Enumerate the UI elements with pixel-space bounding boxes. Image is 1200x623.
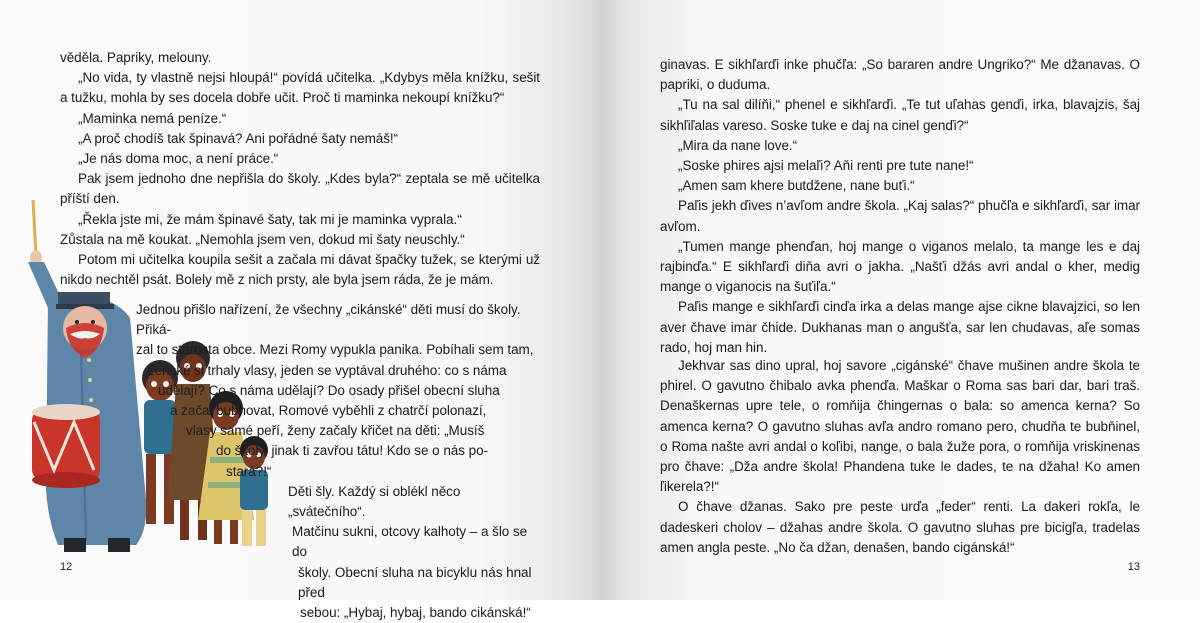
drumstick-icon [33, 200, 36, 255]
paragraph: Zůstala na mě koukat. „Nemohla jsem ven, dokud mi šaty neuschly.“ [60, 231, 465, 247]
paragraph: „Řekla jste mi, že mám špinavé šaty, tak mi je maminka vyprala.“ [78, 211, 462, 227]
text-line: Jednou přišlo nařízení, že všechny „cikánské“ děti musí do školy. Přiká- [136, 302, 521, 338]
right-page [600, 0, 1200, 600]
paragraph: „Tumen mange phenďan, hoj mange o viganos melalo, ta mange les e daj rajbinďa.“ E sikhľarďi diňa avri o jakha. „Našťi džás avri andal o kher, medig mange o viganocis na šuťiľa.“ [660, 238, 1140, 295]
paragraph: „Je nás doma moc, a není práce.“ [78, 151, 279, 167]
text-line: sebou: „Hybaj, hybaj, bando cikánská!“ [300, 605, 531, 621]
paragraph: „No vida, ty vlastně nejsi hloupá!“ povídá učitelka. „Kdybys měla knížku, sešit a tužku, mohla by ses docela dobře učit. Proč ti maminka nekoupí knížku?“ [60, 70, 540, 106]
paragraph: „Tu na sal dilíňi,“ phenel e sikhľarďi. „Te tut uľahas genďi, irka, blavajzis, šaj sikhľiľalas vareso. Soske tuke e daj na cinel genďi?“ [660, 97, 1140, 133]
page-number-right: 13 [1127, 561, 1140, 573]
text-line: Matčinu sukni, otcovy kalhoty – a šlo se do [292, 524, 528, 560]
paragraph: Potom mi učitelka koupila sešit a začala mi dávat špačky tužek, se kterými už nikdo nechtěl psát. Bolely mě z nich prsty, ale byla jsem ráda, že je mám. [60, 252, 540, 288]
text-line: ženské si trhaly vlasy, jeden se vyptával druhého: co s náma [148, 362, 507, 378]
paragraph: „Soske phires ajsi melaľi? Aňi renti pre tute nane!“ [678, 158, 974, 174]
paragraph: „A proč chodíš tak špinavá? Ani pořádné šaty nemáš!“ [78, 130, 399, 146]
right-top-text [660, 55, 1140, 358]
paragraph: věděla. Papriky, melouny. [60, 50, 212, 65]
text-line: do školy, jinak ti zavřou tátu! Kdo se o nás po- [216, 443, 488, 459]
paragraph: „Maminka nemá peníze.“ [78, 110, 227, 126]
paragraph: Pak jsem jednoho dne nepřišla do školy. „Kdes byla?“ zeptala se mě učitelka příští den. [60, 171, 540, 207]
text-line: vlasy samé peří, ženy začaly křičet na děti: „Musíš [186, 423, 485, 439]
left-lower-text [60, 300, 540, 623]
left-page [0, 0, 600, 621]
paragraph: ginavas. E sikhľarďi inke phučľa: „So bararen andre Ungriko?“ Me džanavas. O papriki, o duduma. [660, 57, 1140, 93]
text-line: udělají? Co s náma udělají? Do osady přišel obecní sluha [158, 382, 500, 398]
text-line: Děti šly. Každý si oblékl něco „svátečního“. [288, 483, 461, 520]
paragraph: O čhave džanas. Sako pre peste urďa „feder“ renti. La dakeri rokľa, le dadeskeri cholov – džahas andre škola. O gavutno sluhas pre bicigľa, tradelas amen angla peste. „No ča džan, denašen, bando cigánská!“ [660, 499, 1140, 555]
paragraph: Paľis jekh ďives n’avľom andre škola. „Kaj salas?“ phučľa e sikhľarďi, sar imar avľom. [660, 198, 1140, 234]
paragraph: „Amen sam khere butdžene, nane buťi.“ [678, 178, 915, 194]
text-line: a začal bubnovat, Romové vyběhli z chatrčí polonazí, [170, 403, 487, 419]
page-number-left: 12 [60, 561, 73, 573]
paragraph: „Mira da nane love.“ [678, 137, 798, 153]
text-line: zal to starosta obce. Mezi Romy vypukla panika. Pobíhali sem tam, [136, 342, 534, 358]
paragraph: Paľis mange e sikhľarďi cinďa irka a delas mange ajse cikne blavajzici, so len aver čhave imar čhide. Dukhanas man o angušťa, sar len chudavas, aľe somas rado, hoj man hin. [660, 299, 1140, 355]
text-line: školy. Obecní sluha na bicyklu nás hnal před [298, 564, 532, 600]
text-line: stará?!“ [226, 463, 272, 479]
paragraph: Jekhvar sas dino upral, hoj savore „cigánské“ čhave mušinen andre škola te phirel. O gavutno čhibalo avka phenďa. Maškar o Roma sas bari dar, bari traš. Denaškernas upre tele, o romňija čhingernas o bala: so amenca kerna? So amenca kerna? O gavutno sluhas avľa andro romano pero, chudňa te bubňinel, o Roma našte avri andal o koľibi, nange, o bala žuže pora, o romňija vriskinenas pro čhave: „Dža andre škola! Phandena tuke le dades, te na džaha! Ko amen ľikerela?!“ [660, 358, 1140, 495]
right-lower-text [660, 356, 1140, 558]
